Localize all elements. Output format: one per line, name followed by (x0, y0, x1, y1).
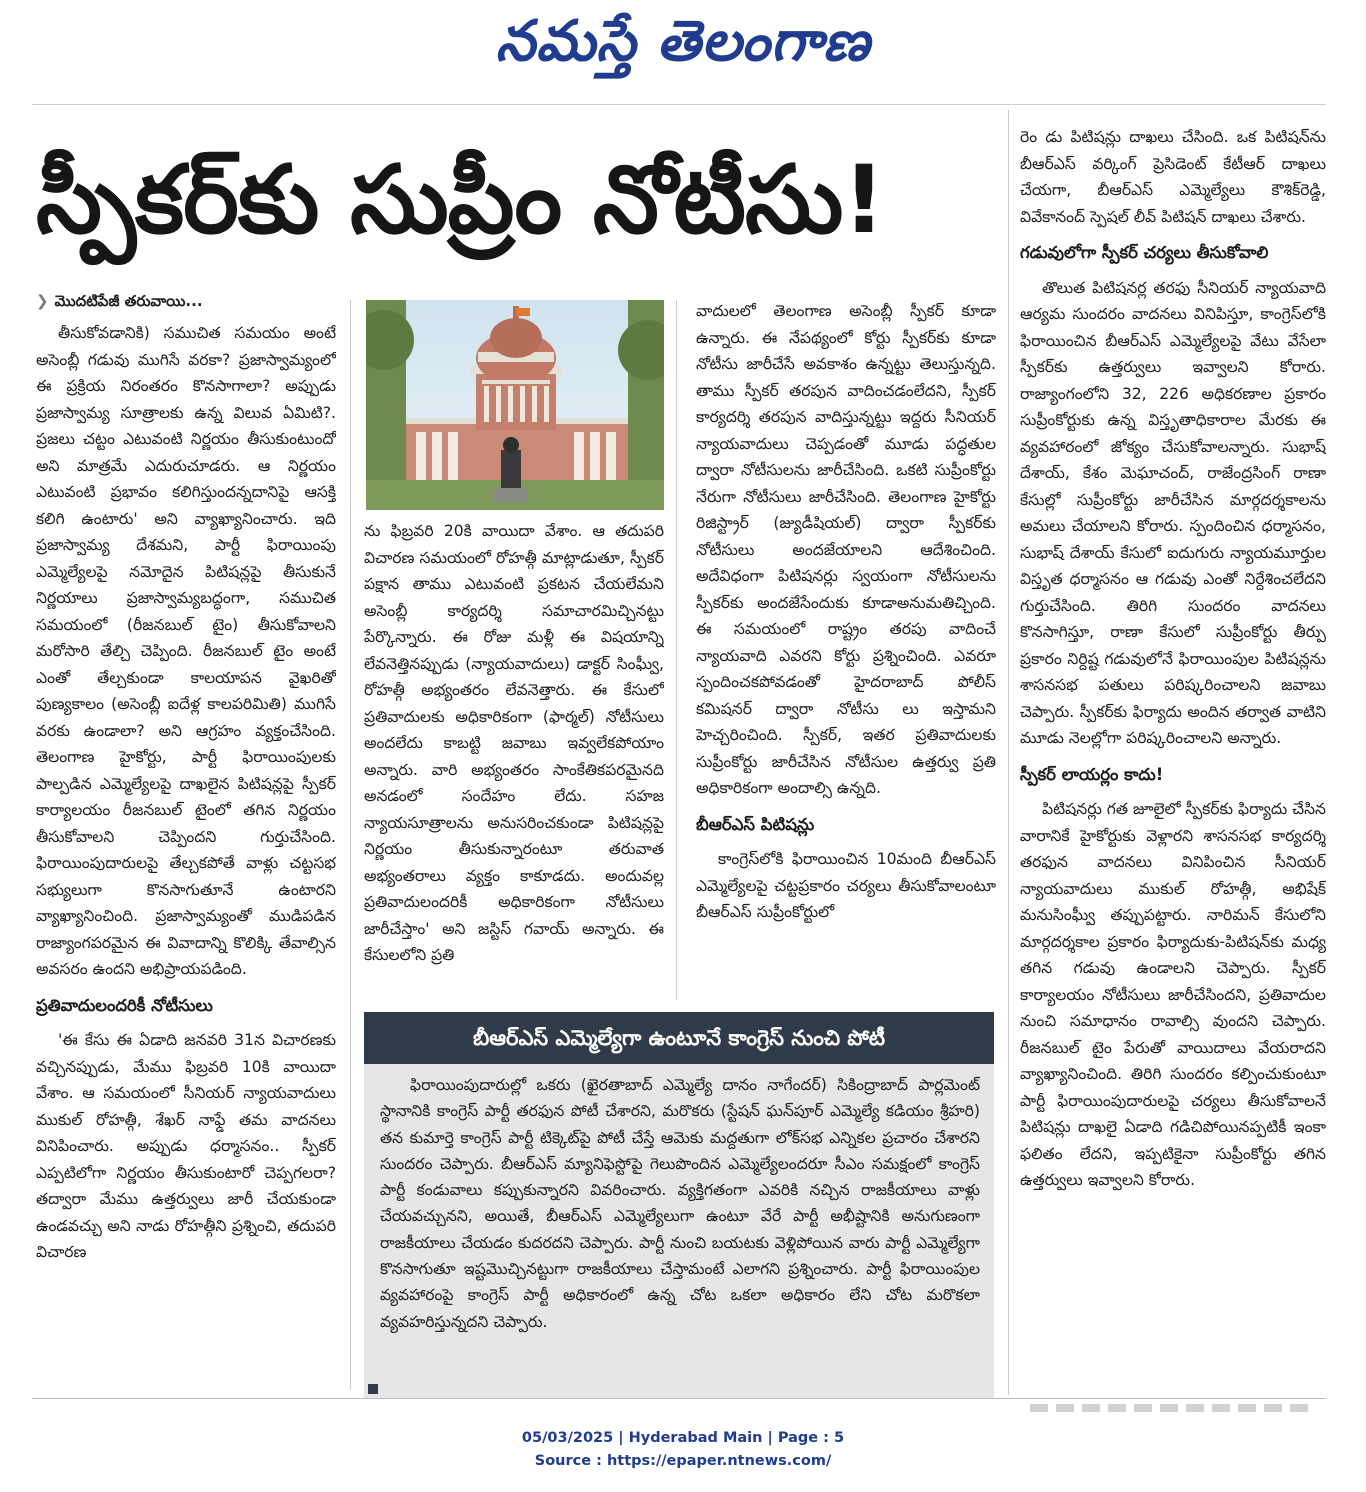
footer-source-link[interactable]: Source : https://epaper.ntnews.com/ (534, 1453, 832, 1469)
section-subheading: ప్రతివాదులందరికీ నోటీసులు (36, 995, 213, 1015)
column-divider (350, 300, 351, 1390)
paragraph: తొలుత పిటిషనర్ల తరఫు సీనియర్ న్యాయవాది ఆర్యమ సుందరం వాదనలు వినిపిస్తూ, కాంగ్రెస్‌లోకి ఫిరాయించిన బీఆర్‌ఎస్ ఎమ్మెల్యేలపై వేటు వేసేలా స్పీకర్‌కు ఉత్తర్వులు ఇవ్వాలని కోరారు. రాజ్యాంగంలోని 32, 226 అధికరణాల ప్రకారం సుప్రీంకోర్టుకు ఉన్న విస్తృతాధికారాల మేరకు ఈ వ్యవహారంలో జోక్యం చేసుకోవాలన్నారు. సుభాష్ దేశాయ్, కేశం మెఘాచంద్, రాజేంద్రసింగ్ రాణా కేసుల్లో సుప్రీంకోర్టు జారీచేసిన మార్గదర్శకాలను అమలు చేయాలని కోరారు. స్పందించిన ధర్మాసనం, సుభాష్ దేశాయ్ కేసులో ఐదుగురు న్యాయమూర్తుల విస్తృత ధర్మాసనం ఆ గడువు ఎంతో నిర్దేశించలేదని గుర్తుచేసింది. తిరిగి సుందరం వాదనలు కొనసాగిస్తూ, రాణా కేసులో సుప్రీంకోర్టు తీర్పు ప్రకారం నిర్దిష్ట గడువులోనే ఫిరాయింపుల పిటిషన్లను శాసనసభ పతులు పరిష్కరించాలని జవాబు చెప్పారు. స్పీకర్‌కు ఫిర్యాదు అందిన తర్వాత వాటిని మూడు నెలల్లోగా పరిష్కరించాలని అన్నారు. (1020, 278, 1326, 747)
column-divider (676, 300, 677, 1000)
section-subheading: బీఆర్‌ఎస్ పిటిషన్లు (696, 814, 815, 834)
article-column-3 (696, 298, 996, 1002)
paragraph: 'ఈ కేసు ఈ ఏడాది జనవరి 31న విచారణకు వచ్చినప్పుడు, మేము ఫిబ్రవరి 10కి వాయిదా వేశాం. ఆ సమయంలో సీనియర్ న్యాయవాదులు ముకుల్ రోహత్గీ, శేఖర్ నాఫ్డే తమ వాదనలు వినిపించారు. అప్పుడు ధర్మాసనం.. స్పీకర్ ఎప్పటిలోగా నిర్ణయం తీసుకుంటారో చెప్పగలరా? తద్వారా మేము ఉత్తర్వులు జారీ చేయకుండా ఉండవచ్చు అని నాడు రోహత్గీని ప్రశ్నించి, తదుపరి విచారణ (36, 1031, 336, 1261)
boxed-story-title: బీఆర్‌ఎస్ ఎమ్మెల్యేగా ఉంటూనే కాంగ్రెస్ నుంచి పోటీ (364, 1012, 994, 1064)
top-divider (32, 104, 1326, 105)
footer-edition-info: 05/03/2025 | Hyderabad Main | Page : 5 (521, 1430, 845, 1446)
column-divider (1008, 110, 1009, 1395)
chevron-right-icon: ❯ (36, 292, 49, 310)
article-column-4 (1020, 124, 1326, 1390)
supreme-court-photo (366, 300, 664, 510)
continued-label: మొదటిపేజీ తరువాయి... (54, 292, 203, 310)
continued-from-front-page (36, 292, 203, 314)
box-end-marker (368, 1384, 378, 1394)
newspaper-masthead: నమస్తే తెలంగాణ (495, 8, 871, 74)
headline: స్పీకర్‌కు సుప్రీం నోటీసు! (36, 146, 885, 255)
section-subheading: స్పీకర్ లాయర్లం కాదు! (1020, 764, 1164, 784)
faded-text-strip (1030, 1404, 1310, 1412)
paragraph: వాదులలో తెలంగాణ అసెంబ్లీ స్పీకర్ కూడా ఉన్నారు. ఈ నేపథ్యంలో కోర్టు స్పీకర్‌కు కూడా నోటీసు జారీచేసే అవకాశం ఉన్నట్టు తెలుస్తున్నది. తాము స్పీకర్ తరపున వాదించడంలేదని, స్పీకర్ కార్యదర్శి తరపున వాదిస్తున్నట్టు ఇద్దరు సీనియర్ న్యాయవాదులు చెప్పడంతో మూడు పద్ధతుల ద్వారా నోటీసులను జారీచేసింది. ఒకటి సుప్రీంకోర్టు నేరుగా నోటీసులు జారీచేసింది. తెలంగాణ హైకోర్టు రిజిస్ట్రార్ (జ్యుడీషియల్) ద్వారా స్పీకర్‌కు నోటీసులు అందజేయాలని ఆదేశించింది. అదేవిధంగా పిటిషనర్లు స్వయంగా నోటీసులను స్పీకర్‌కు అందజేసేందుకు కూడాఅనుమతిచ్చింది. ఈ సమయంలో రాష్ట్రం తరపు వాదించే న్యాయవాది ఎవరని కోర్టు ప్రశ్నించింది. ఎవరూ స్పందించకపోవడంతో హైదరాబాద్ పోలీస్ కమిషనర్ ద్వారా నోటీసు లు ఇస్తామని హెచ్చరించింది. స్పీకర్, ఇతర ప్రతివాదులకు సుప్రీంకోర్టు జారీచేసిన నోటీసుల ఉత్తర్వు ప్రతి అధికారికంగా అందాల్సి ఉన్నది. (696, 302, 996, 797)
paragraph: ఫిరాయింపుదారుల్లో ఒకరు (ఖైరతాబాద్ ఎమ్మెల్యే దానం నాగేందర్) సికింద్రాబాద్ పార్లమెంట్ స్థానానికి కాంగ్రెస్ పార్టీ తరఫున పోటీ చేశారని, మరొకరు (స్టేషన్ ఘన్‌పూర్ ఎమ్మెల్యే కడియం శ్రీహరి) తన కుమార్తె కాంగ్రెస్ పార్టీ టిక్కెట్‌పై పోటీ చేస్తే ఆమెకు మద్దతుగా లోక్‌సభ ఎన్నికల ప్రచారం చేశారని సుందరం చెప్పారు. బీఆర్‌ఎస్ మ్యానిఫెస్టోపై గెలుపొందిన ఎమ్మెల్యేలందరూ సీఎం సమక్షంలో కాంగ్రెస్ పార్టీ కండువాలు కప్పుకున్నారని వివరించారు. వ్యక్తిగతంగా ఎవరికి నచ్చిన రాజకీయాలు వాళ్లు చేయవచ్చునని, అయితే, బీఆర్‌ఎస్ ఎమ్మెల్యేలుగా ఉంటూ వేరే పార్టీ అభీష్టానికి అనుగుణంగా రాజకీయాలు చేయడం కుదరదని చెప్పారు. పార్టీ నుంచి బయటకు వెళ్లిపోయిన వారు పార్టీ ఎమ్మెల్యేగా కొనసాగుతూ ఇష్టమొచ్చినట్టుగా రాజకీయాలు చేస్తామంటే ఎలాగని ప్రశ్నించారు. పార్టీ ఫిరాయింపుల వ్యవహారంపై కాంగ్రెస్ పార్టీ అధికారంలో ఉన్న చోట ఒకలా అధికారం లేని చోట మరొకలా వ్యవహరిస్తున్నదని చెప్పారు. (380, 1076, 980, 1331)
paragraph: కాంగ్రెస్‌లోకి ఫిరాయించిన 10మంది బీఆర్‌ఎస్ ఎమ్మెల్యేలపై చట్టప్రకారం చర్యలు తీసుకోవాలంటూ బీఆర్‌ఎస్ సుప్రీంకోర్టులో (696, 850, 996, 921)
paragraph: తీసుకోవడానికి) సముచిత సమయం అంటే అసెంబ్లీ గడువు ముగిసే వరకా? ప్రజాస్వామ్యంలో ఈ ప్రక్రియ నిరంతరం కొనసాగాలా? అప్పుడు ప్రజాస్వామ్య సూత్రాలకు ఉన్న విలువ ఏమిటి?. ప్రజలు చట్టం ఎటువంటి నిర్ణయం తీసుకుంటుందో అని మాత్రమే ఎదురుచూడరు. ఆ నిర్ణయం ఎటువంటి ప్రభావం కలిగిస్తుందన్నదానిపై ఆసక్తి కలిగి ఉంటారు' అని వ్యాఖ్యానించారు. ఇది ప్రజాస్వామ్య దేశమని, పార్టీ ఫిరాయింపు ఎమ్మెల్యేలపై నమోదైన పిటిషన్లపై తీసుకునే నిర్ణయాలు ప్రజాస్వామ్యబద్ధంగా, సముచిత సమయంలో (రీజనబుల్ టైం) తీసుకోవాలని మరోసారి తేల్చి చెప్పింది. రీజనబుల్ టైం అంటే ఎంతో తేల్చకుండా కాలయాపన వైఖరితో పుణ్యకాలం (అసెంబ్లీ ఐదేళ్ల కాలపరిమితి) ముగిసే వరకు ఉండాలా? అని ఆగ్రహం వ్యక్తంచేసింది. తెలంగాణ హైకోర్టు, పార్టీ ఫిరాయింపులకు పాల్పడిన ఎమ్మెల్యేలపై దాఖలైన పిటిషన్లపై స్పీకర్ కార్యాలయం రీజనబుల్ టైంలో తగిన నిర్ణయం తీసుకోవాలని చెప్పిందని గుర్తుచేసింది. ఫిరాయింపుదారులపై తేల్చకపోతే వాళ్లు చట్టసభ సభ్యులుగా కొనసాగుతూనే ఉంటారని వ్యాఖ్యానించింది. ప్రజాస్వామ్యంతో ముడిపడిన రాజ్యాంగపరమైన ఈ వివాదాన్ని కొలిక్కి తేవాల్సిన అవసరం ఉందని అభిప్రాయపడింది. (36, 324, 336, 978)
article-column-2 (364, 518, 664, 1006)
bottom-divider (32, 1398, 1326, 1399)
paragraph: ను ఫిబ్రవరి 20కి వాయిదా వేశాం. ఆ తదుపరి విచారణ సమయంలో రోహత్గీ మాట్లాడుతూ, స్పీకర్ పక్షాన తాము ఎటువంటి ప్రకటన చేయలేమని అసెంబ్లీ కార్యదర్శి సమాచారమిచ్చినట్టు పేర్కొన్నారు. ఈ రోజు మళ్లీ ఈ విషయాన్ని లేవనెత్తినప్పుడు (న్యాయవాదులు) డాక్టర్ సింఘ్వీ, రోహత్గీ అభ్యంతరం లేవనెత్తారు. ఈ కేసులో ప్రతివాదులకు అధికారికంగా (ఫార్మల్) నోటీసులు అందలేదు కాబట్టి జవాబు ఇవ్వలేకపోయాం అన్నారు. వారి అభ్యంతరం సాంకేతికపరమైనది అనడంలో సందేహం లేదు. సహజ న్యాయసూత్రాలను అనుసరించకుండా పిటిషన్లపై నిర్ణయం తీసుకున్నారంటూ తరువాత అభ్యంతరాలు వ్యక్తం కాకూడదు. అందువల్ల ప్రతివాదులందరికీ అధికారికంగా నోటీసులు జారీచేస్తాం' అని జస్టిస్ గవాయ్ అన్నారు. ఈ కేసులలోని ప్రతి (364, 522, 664, 964)
paragraph: పిటిషనర్లు గత జూలైలో స్పీకర్‌కు ఫిర్యాదు చేసిన వారానికే హైకోర్టుకు వెళ్లారని శాసనసభ కార్యదర్శి తరఫున వాదనలు వినిపించిన సీనియర్ న్యాయవాదులు ముకుల్ రోహత్గీ, అభిషేక్ మనుసింఘ్వీ తప్పుపట్టారు. నారిమన్ కేసులోని మార్గదర్శకాల ప్రకారం ఫిర్యాదుకు-పిటిషన్‌కు మధ్య తగిన గడువు ఉండాలని చెప్పారు. స్పీకర్ కార్యాలయం నోటీసులు జారీచేసిందని, ప్రతివాదుల నుంచి సమాధానం రావాల్సి వుందని చెప్పారు. రీజనబుల్ టైం పేరుతో వాయిదాలు వేయరాదని వ్యాఖ్యానించింది. తిరిగి సుందరం కల్పించుకుంటూ పార్టీ ఫిరాయింపుదారులపై చర్యలు తీసుకోవాలనే పిటిషన్లు దాఖలై ఏడాది గడిచిపోయినప్పటికీ ఇంకా ఫలితం లేదని, ఇప్పటికైనా సుప్రీంకోర్టు తగిన ఉత్తర్వులు ఇవ్వాలని కోరారు. (1020, 800, 1326, 1189)
paragraph: రెం డు పిటిషన్లు దాఖలు చేసింది. ఒక పిటిషన్‌ను బీఆర్‌ఎస్ వర్కింగ్ ప్రెసిడెంట్ కేటీఆర్ దాఖలు చేయగా, బీఆర్‌ఎస్ ఎమ్మెల్యేలు కౌశిక్‌రెడ్డి, వివేకానంద్ స్పెషల్ లీవ్ పిటిషన్ దాఖలు చేశారు. (1020, 128, 1326, 226)
section-subheading: గడువులోగా స్పీకర్ చర్యలు తీసుకోవాలి (1020, 243, 1269, 262)
article-column-1 (36, 320, 336, 1388)
boxed-story-body (380, 1072, 980, 1382)
